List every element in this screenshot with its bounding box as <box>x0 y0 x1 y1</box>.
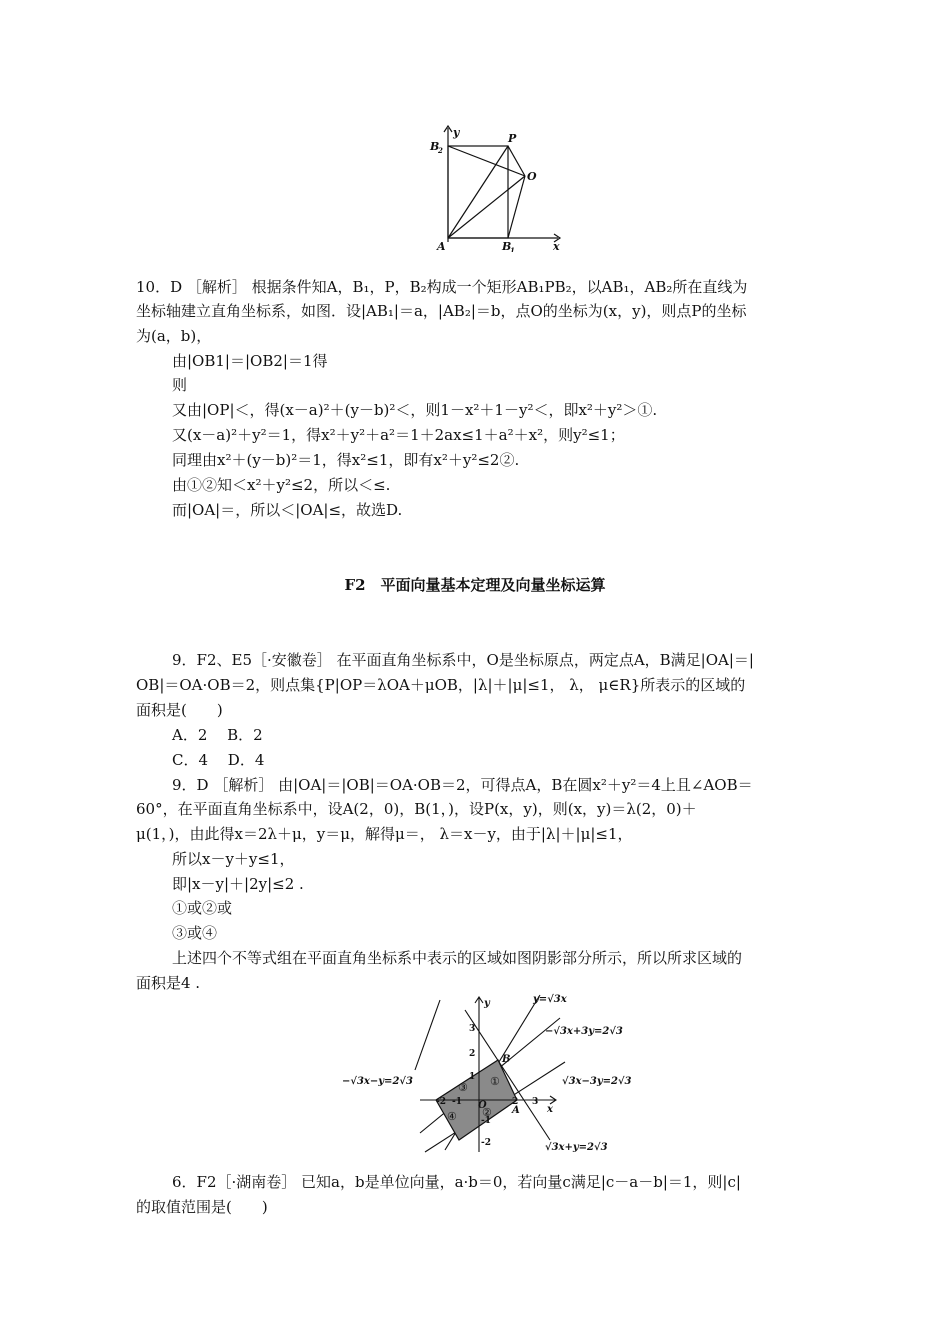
q9-line-6: 9．D ［解析］ 由|OA|＝|OB|＝OA·OB＝2，可得点A，B在圆x²＋y²＝4上且∠AOB＝ <box>172 776 753 794</box>
fig2-y-label: y <box>484 998 490 1009</box>
fig2-x-label: x <box>547 1104 553 1115</box>
q9-line-9: 所以x－y＋y≤1， <box>172 850 295 868</box>
q6-line-2: 的取值范围是( ) <box>136 1198 268 1216</box>
origin-label: O <box>478 1100 487 1111</box>
svg-text:2: 2 <box>512 1097 519 1107</box>
svg-text:-1: -1 <box>481 1116 491 1126</box>
q9-line-3: 面积是( ) <box>136 701 223 719</box>
q9-line-8: μ(1，)，由此得x＝2λ＋μ，y＝μ，解得μ＝， λ＝x－y，由于|λ|＋|μ|≤1， <box>136 825 633 843</box>
point-a-label: A <box>512 1105 520 1116</box>
svg-text:1: 1 <box>510 246 515 252</box>
svg-text:-1: -1 <box>452 1097 462 1107</box>
q10-line-5: 则 <box>172 376 188 394</box>
q6-line-1: 6．F2［·湖南卷］ 已知a，b是单位向量，a·b＝0，若向量c满足|c－a－b|＝1，则|c| <box>172 1173 741 1191</box>
label-line-4: √3x+y=2√3 <box>545 1142 608 1153</box>
label-line-3: √3x−3y=2√3 <box>562 1076 632 1087</box>
q9-option-cd: C．4 D．4 <box>172 751 265 769</box>
label-line-5: −√3x−y=2√3 <box>342 1076 413 1087</box>
q10-line-1: 10．D ［解析］ 根据条件知A，B₁，P，B₂构成一个矩形AB₁PB₂，以AB₁，AB₂所在直线为 <box>136 278 748 296</box>
fig1-y-label: y <box>453 126 460 139</box>
q10-line-8: 同理由x²＋(y－b)²＝1，得x²≤1，即有x²＋y²≤2②. <box>172 451 520 469</box>
q9-line-14: 面积是4 . <box>136 974 201 992</box>
label-line-1: y=√3x <box>533 994 567 1005</box>
svg-text:2: 2 <box>438 146 443 155</box>
q9-line-2: OB|＝OA·OB＝2，则点集{P|OP＝λOA＋μOB，|λ|＋|μ|≤1， λ， μ∈R}所表示的区域的 <box>136 676 746 694</box>
q9-line-10: 即|x－y|＋|2y|≤2 . <box>172 875 304 893</box>
svg-text:3: 3 <box>469 1024 476 1034</box>
fig1-x-label: x <box>553 240 560 252</box>
region-3-label: ③ <box>458 1081 468 1094</box>
q10-line-10: 而|OA|＝，所以＜|OA|≤，故选D. <box>172 501 403 519</box>
q9-line-11: ①或②或 <box>172 899 233 917</box>
svg-text:-2: -2 <box>436 1097 446 1107</box>
svg-text:-2: -2 <box>481 1138 491 1148</box>
label-line-2: −√3x+3y=2√3 <box>545 1026 623 1037</box>
region-4-label: ④ <box>447 1110 457 1123</box>
q9-option-ab: A．2 B．2 <box>172 726 263 744</box>
q10-line-2: 坐标轴建立直角坐标系，如图．设|AB₁|＝a，|AB₂|＝b，点O的坐标为(x，y)，则点P的坐标 <box>136 302 747 320</box>
fig1-b2-label: B <box>430 140 440 153</box>
fig1-a-label: A <box>437 240 446 252</box>
q9-line-7: 60°，在平面直角坐标系中，设A(2，0)，B(1，)，设P(x，y)，则(x，y)＝λ(2，0)＋ <box>136 800 697 818</box>
rectangle-diagram <box>420 122 570 252</box>
q10-line-7: 又(x－a)²＋y²＝1，得x²＋y²＋a²＝1＋2ax≤1＋a²＋x²，则y²≤1； <box>172 426 625 444</box>
q10-line-3: 为(a，b)， <box>136 327 212 345</box>
svg-text:3: 3 <box>532 1097 539 1107</box>
fig1-b1-label: B <box>502 240 512 252</box>
svg-text:2: 2 <box>469 1049 476 1059</box>
q9-line-12: ③或④ <box>172 924 218 942</box>
q10-line-9: 由①②知＜x²＋y²≤2，所以＜≤. <box>172 476 391 494</box>
region-1-label: ① <box>490 1075 500 1088</box>
region-2-label: ② <box>482 1106 492 1119</box>
q9-line-13: 上述四个不等式组在平面直角坐标系中表示的区域如图阴影部分所示，所以所求区域的 <box>172 949 743 967</box>
q9-line-1: 9．F2、E5［·安徽卷］ 在平面直角坐标系中，O是坐标原点，两定点A，B满足|OA|＝| <box>172 651 754 669</box>
fig1-p-label: P <box>508 132 517 145</box>
svg-text:1: 1 <box>469 1072 476 1082</box>
fig1-o-label: O <box>527 170 537 183</box>
point-b-label: B <box>502 1054 511 1065</box>
q10-line-6: 又由|OP|＜，得(x－a)²＋(y－b)²＜，则1－x²＋1－y²＜，即x²＋y²＞①. <box>172 401 658 419</box>
q10-line-4: 由|OB1|＝|OB2|＝1得 <box>172 352 328 370</box>
section-title: F2 平面向量基本定理及向量坐标运算 <box>344 576 606 594</box>
region-diagram <box>340 990 660 1160</box>
